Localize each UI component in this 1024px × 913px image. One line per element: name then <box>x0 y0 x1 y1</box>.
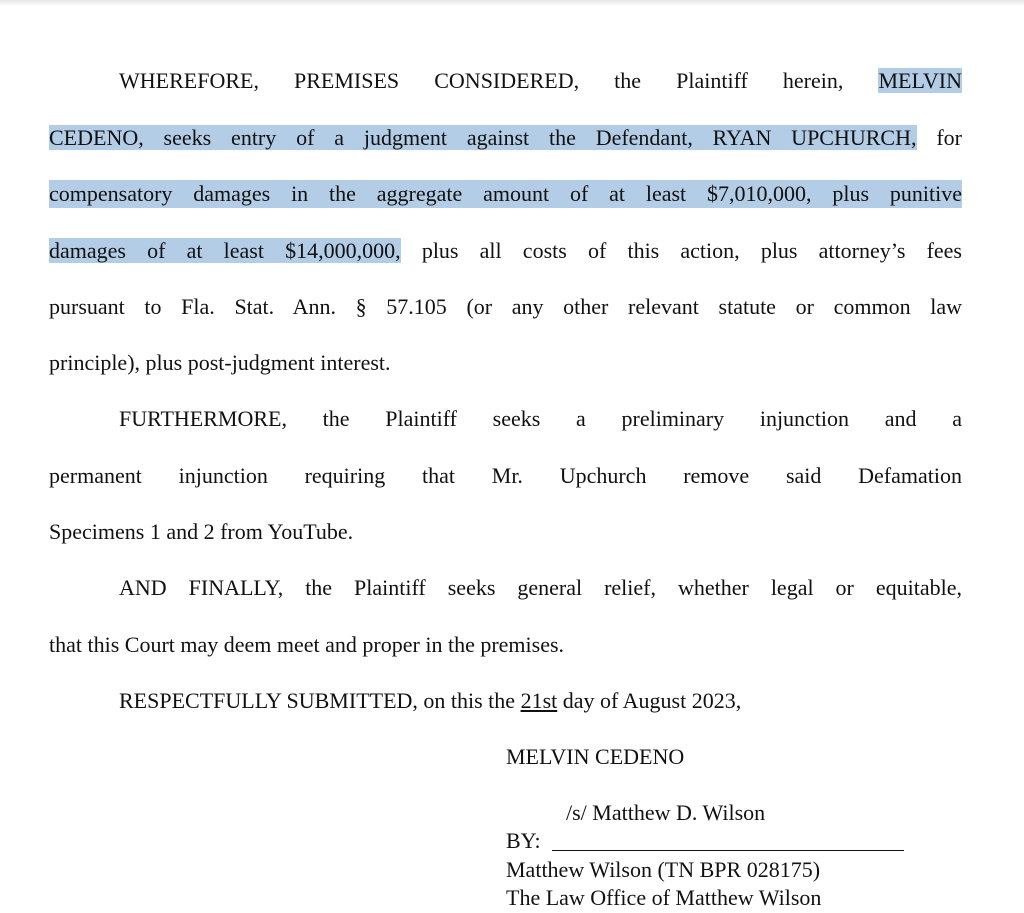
electronic-signature[interactable]: /s/ Matthew D. Wilson <box>566 800 766 825</box>
attorney-name[interactable]: Matthew Wilson (TN BPR 028175) <box>506 857 821 882</box>
injunction-line-3[interactable]: Specimens 1 and 2 from YouTube. <box>49 519 354 544</box>
submission-line[interactable] <box>119 687 1024 715</box>
relief-line-2[interactable]: that this Court may deem meet and proper in the premises. <box>49 632 565 657</box>
signature-rule <box>552 850 904 851</box>
firm-name[interactable]: The Law Office of Matthew Wilson <box>506 885 822 910</box>
relief-line-1[interactable]: AND FINALLY, the Plaintiff seeks general relief, whether legal or equitable, <box>119 575 962 600</box>
submission-tail: day of August 2023, <box>562 688 742 713</box>
for-word: for <box>936 125 962 150</box>
statute-line[interactable]: pursuant to Fla. Stat. Ann. § 57.105 (or any other relevant statute or common law <box>49 294 962 319</box>
highlighted-plaintiff-defendant: CEDENO, seeks entry of a judgment against the Defendant, RYAN UPCHURCH, <box>49 125 917 150</box>
prayer-line-2[interactable] <box>49 124 962 152</box>
prayer-line-4[interactable] <box>49 237 962 265</box>
highlighted-punitive-amount: damages of at least $14,000,000, <box>49 238 401 263</box>
injunction-line-1[interactable]: FURTHERMORE, the Plaintiff seeks a preliminary injunction and a <box>119 406 962 431</box>
costs-text: plus all costs of this action, plus attorney’s fees <box>421 238 962 263</box>
submission-lead: RESPECTFULLY SUBMITTED, on this the <box>119 688 516 713</box>
page-top-edge <box>0 0 1024 6</box>
highlighted-plaintiff-first: MELVIN <box>878 68 963 93</box>
submission-day: 21st <box>520 688 558 713</box>
by-label[interactable]: BY: <box>506 828 541 853</box>
interest-line[interactable]: principle), plus post-judgment interest. <box>49 350 391 375</box>
prayer-lead-text: WHEREFORE, PREMISES CONSIDERED, the Plaintiff herein, <box>119 68 844 93</box>
injunction-line-2[interactable]: permanent injunction requiring that Mr. Upchurch remove said Defamation <box>49 463 962 488</box>
highlighted-compensatory-line[interactable]: compensatory damages in the aggregate amount of at least $7,010,000, plus punitive <box>49 181 962 206</box>
signature-party[interactable]: MELVIN CEDENO <box>506 744 685 769</box>
prayer-line-1[interactable] <box>119 67 962 95</box>
